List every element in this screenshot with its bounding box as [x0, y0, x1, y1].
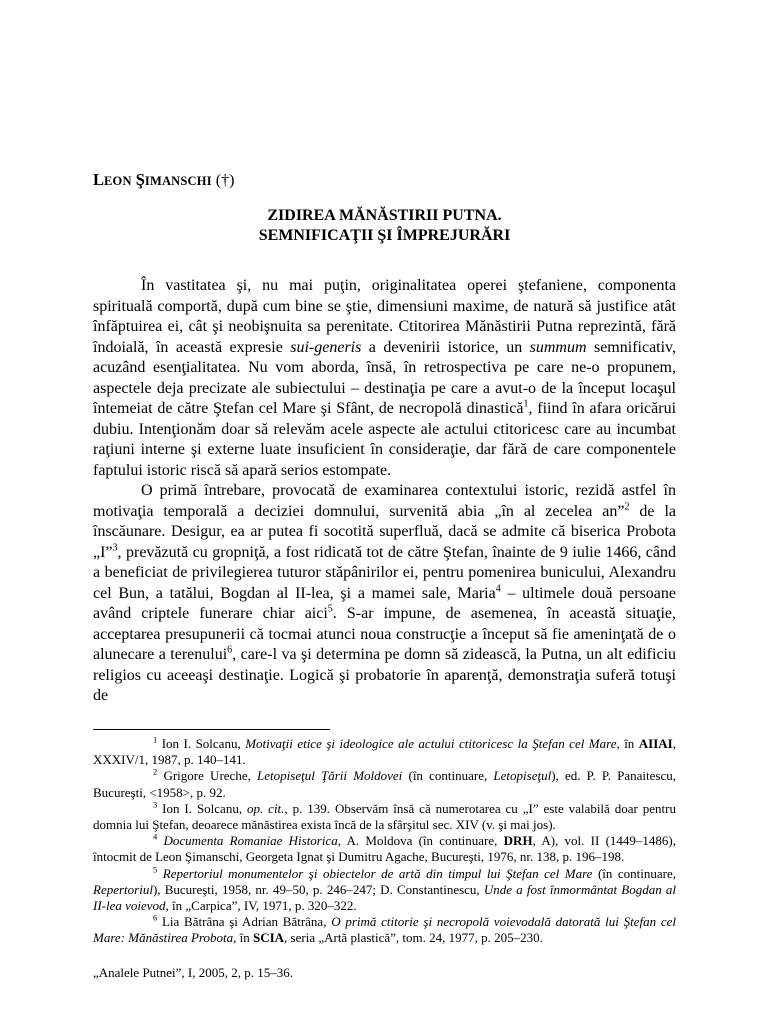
footnote-ref-3: 3 — [112, 542, 118, 554]
footnote-2: $^2$ Grigore Ureche, Letopiseţul Ţării Moldovei (în continuare, Letopiseţul), ed. P. P. Panaitescu, Bucureşti, <1958>, p. 92. — [93, 767, 676, 800]
author-deceased-mark: (†) — [215, 172, 235, 189]
author-surname-rest: IMANSCHI — [144, 174, 212, 188]
footnotes — [93, 736, 676, 947]
article-title-line-1: ZIDIREA MĂNĂSTIRII PUTNA. — [267, 207, 502, 224]
article-title-line-2: SEMNIFICAŢII ŞI ÎMPREJURĂRI — [258, 227, 511, 244]
footnote-ref-6: 6 — [227, 644, 233, 656]
author-name — [93, 170, 234, 190]
footnote-5: $^5$ Repertoriul monumentelor şi obiectelor de artă din timpul lui Ştefan cel Mare (în continuare, Repertoriul), Bucureşti, 1958, nr. 49–50, p. 246–247; D. Constantinescu, Unde a fost înmormântat Bogdan al II-lea voievod, în „Carpica”, IV, 1971, p. 320–322. — [93, 864, 677, 914]
footnote-3: $^3$ Ion I. Solcanu, op. cit., p. 139. Observăm însă că numerotarea cu „I” este valabilă doar pentru domnia lui Ştefan, deoarece mănăstirea exista încă de la sfârşitul sec. XIV (v. şi mai jos). — [93, 799, 676, 833]
article-title — [93, 206, 676, 246]
journal-citation: „Analele Putnei”, I, 2005, 2, p. 15–36. — [93, 965, 294, 980]
body-paragraph-2: O primă întrebare, provocată de examinarea contextului istoric, rezidă astfel în motivaţia temporală a deciziei domnului, survenită abia „în al zecelea an”$^2$ de la înscăunare. Desigur, ea ar putea fi socotită superfluă, dacă se admite că biserica Probota „I”$^3$, prevăzută cu gropniţă, a fost ridicată tot de către Ştefan, înainte de 9 iulie 1466, când a beneficiat de privilegierea tuturor stăpânirilor ei, pentru pomenirea bunicului, Alexandru cel Bun, a tatălui, Bogdan al II-lea, şi a mamei sale, Maria$^4$ – ultimele două persoane având criptele funerare chiar aici$^5$. S-ar impune, de asemenea, în această situaţie, acceptarea presupunerii că tocmai atunci noua construcţie a început să fie ameninţată de o alunecare a terenului$^6$, care-l va şi determina pe domn să zidească, la Putna, un alt edificiu religios cu aceeaşi destinaţie. Logică şi probatorie în aparenţă, demonstraţia suferă totuşi de — [93, 482, 677, 704]
footnote-ref-2: 2 — [624, 501, 630, 513]
footnote-1: $^1$ Ion I. Solcanu, Motivaţii etice şi ideologice ale actului ctitoricesc la Ştefan cel Mare, în AIIAI, XXXIV/1, 1987, p. 140–141. — [93, 734, 676, 768]
author-first-initial: L — [93, 170, 105, 189]
footnote-separator — [93, 729, 330, 730]
footnote-4: $^4$ Documenta Romaniae Historica, A. Moldova (în continuare, DRH, A), vol. II (1449–1486), întocmit de Leon Şimanschi, Georgeta Ignat şi Dumitru Agache, Bucureşti, 1976, nr. 138, p. 196–198. — [93, 831, 676, 865]
author-first-name-rest: EON — [104, 174, 132, 188]
footnote-ref-5: 5 — [327, 603, 333, 615]
author-surname-initial: Ş — [135, 170, 145, 189]
footnote-ref-4: 4 — [495, 583, 501, 595]
footnote-6: $^6$ Lia Bătrâna şi Adrian Bătrâna, O primă ctitorie şi necropolă voievodală datorată lui Ştefan cel Mare: Mănăstirea Probota, în SCIA, seria „Artă plastică”, tom. 24, 1977, p. 205–230. — [93, 912, 676, 946]
article-body — [93, 276, 676, 707]
body-paragraph-1: În vastitatea şi, nu mai puţin, originalitatea operei ştefaniene, componenta spirituală comportă, după cum bine se ştie, dimensiuni maxime, de natură să justifice atât înfăptuirea ei, cât şi neobişnuita sa perenitate. Ctitorirea Mănăstirii Putna reprezintă, fără îndoială, în această expresie sui-generis a devenirii istorice, un summum semnificativ, acuzând esenţialitatea. Nu vom aborda, însă, în retrospectiva pe care ne-o propunem, aspectele deja precizate ale subiectului – destinaţia pe care a avut-o de la început locaşul întemeiat de către Ştefan cel Mare şi Sfânt, de necropolă dinastică$^1$, fiind în afara oricărui dubiu. Intenţionăm doar să relevăm acele aspecte ale actului ctitoricesc care au incumbat raţiuni interne şi externe luate insuficient în consideraţie, dar fără de care componentele faptului istoric riscă să apară serios estompate. — [93, 277, 677, 479]
footnote-ref-1: 1 — [523, 398, 529, 410]
